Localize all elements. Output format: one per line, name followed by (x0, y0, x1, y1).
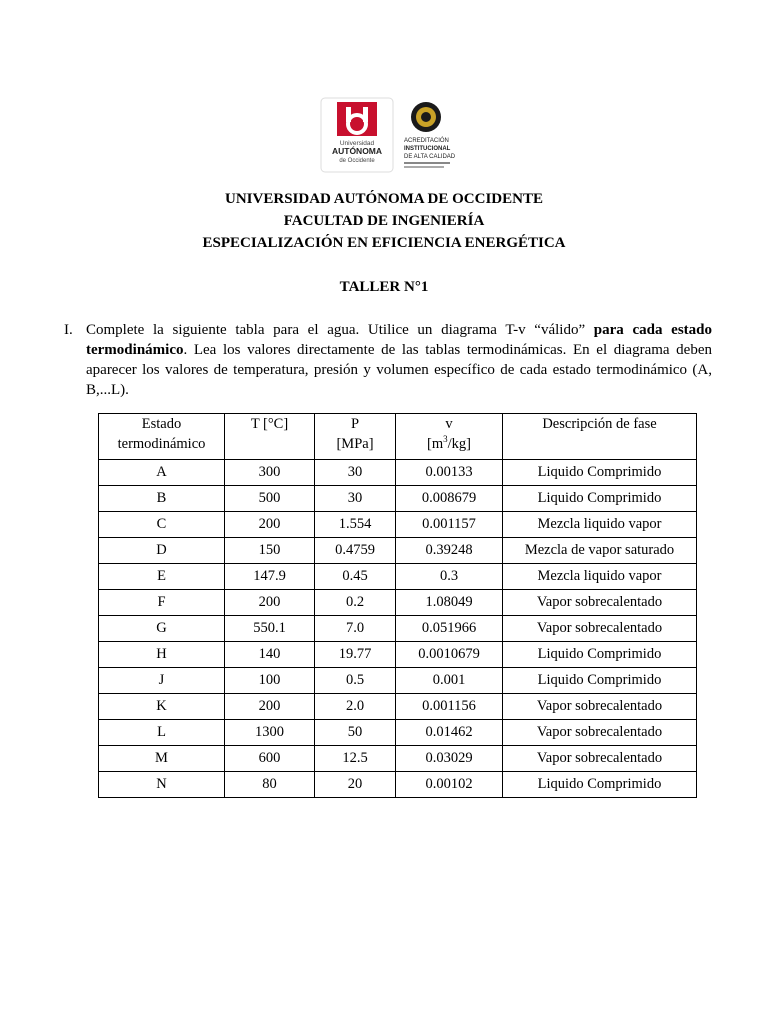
header-volume: v $[m^3/kg]$ (396, 414, 503, 460)
university-emblem (337, 102, 377, 136)
header-state: Estado termodinámico (99, 414, 225, 460)
header-faculty: FACULTAD DE INGENIERÍA (283, 213, 485, 229)
thermo-table (98, 413, 697, 798)
logos (320, 97, 490, 173)
page-title: TALLER N°1 (339, 279, 429, 295)
table-row: L 1300 50 0.01462 Vapor sobrecalentado (99, 720, 697, 746)
table-row: B 500 30 0.008679 Liquido Comprimido (99, 486, 697, 512)
instruction-text-bold: para cada estado termodinámico (86, 322, 712, 358)
header-pressure: P [MPa] (315, 414, 396, 460)
table-row: G 550.1 7.0 0.051966 Vapor sobrecalentado (99, 616, 697, 642)
table-row: F 200 0.2 1.08049 Vapor sobrecalentado (99, 590, 697, 616)
accreditation-line1: ACREDITACIÓN (404, 138, 449, 144)
university-logo-line3: de Occidente (339, 158, 375, 164)
accreditation-line2: INSTITUCIONAL (404, 146, 451, 152)
header-temperature: T [°C] (225, 414, 315, 460)
university-logo-line1: Universidad (339, 140, 375, 147)
table-header-row (99, 414, 697, 460)
accreditation-logo (400, 97, 490, 173)
accreditation-line3: DE ALTA CALIDAD (404, 154, 456, 160)
table-row: M 600 12.5 0.03029 Vapor sobrecalentado (99, 746, 697, 772)
instruction-text-part1: Complete la siguiente tabla para el agua. Utilice un diagrama T-v “válido” (86, 322, 594, 338)
table-row: H 140 19.77 0.0010679 Liquido Comprimido (99, 642, 697, 668)
university-logo (320, 97, 394, 173)
header-specialization: ESPECIALIZACIÓN EN EFICIENCIA ENERGÉTICA (202, 235, 566, 251)
table-row: K 200 2.0 0.001156 Vapor sobrecalentado (99, 694, 697, 720)
header-university: UNIVERSIDAD AUTÓNOMA DE OCCIDENTE (225, 191, 543, 207)
university-logo-line2: AUTÓNOMA (331, 146, 383, 156)
table-row: D 150 0.4759 0.39248 Mezcla de vapor saturado (99, 538, 697, 564)
table-row: J 100 0.5 0.001 Liquido Comprimido (99, 668, 697, 694)
document-header (0, 188, 768, 254)
instruction-number: I. (64, 322, 73, 338)
instruction-text (86, 320, 712, 400)
instruction-text-part2: . Lea los valores directamente de las tablas termodinámicas. En el diagrama deben aparecer los valores de temperatura, presión y volumen específico de cada estado termodinámico (A, B,...L). (86, 342, 712, 398)
table-row: E 147.9 0.45 0.3 Mezcla liquido vapor (99, 564, 697, 590)
table-row: A 300 30 0.00133 Liquido Comprimido (99, 460, 697, 486)
table-row: N 80 20 0.00102 Liquido Comprimido (99, 772, 697, 798)
instruction-item (64, 320, 712, 400)
header-phase: Descripción de fase (503, 414, 697, 460)
table-row: C 200 1.554 0.001157 Mezcla liquido vapor (99, 512, 697, 538)
